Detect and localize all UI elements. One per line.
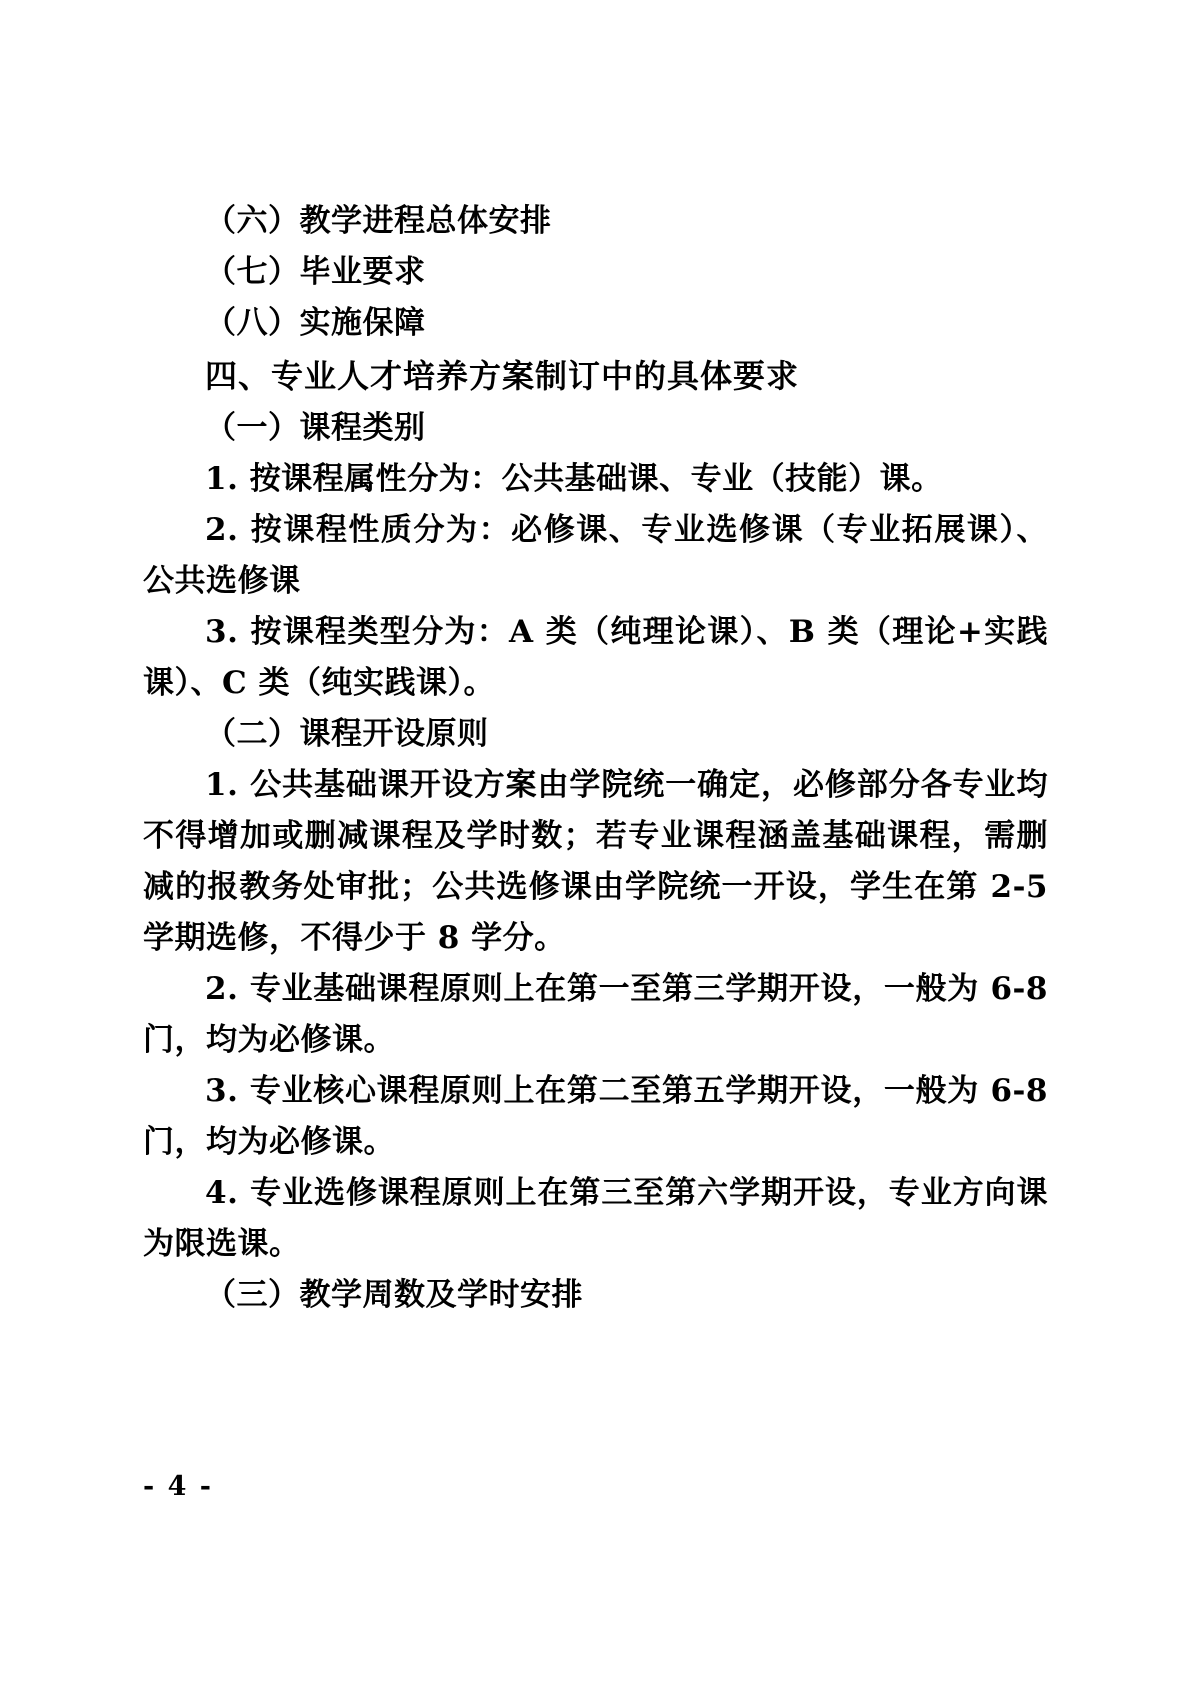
paragraph-major-basic-course: 2. 专业基础课程原则上在第一至第三学期开设，一般为 6-8 门，均为必修课。 xyxy=(143,971,1060,1058)
subsection-heading-three: （三）教学周数及学时安排 xyxy=(205,1277,583,1313)
paragraph-major-elective-course: 4. 专业选修课程原则上在第三至第六学期开设，专业方向课为限选课。 xyxy=(143,1175,1048,1262)
paragraph-course-attribute: 1. 按课程属性分为：公共基础课、专业（技能）课。 xyxy=(205,461,943,497)
subsection-heading-one: （一）课程类别 xyxy=(205,410,426,446)
subsection-heading-two: （二）课程开设原则 xyxy=(205,716,489,752)
section-heading-four: 四、专业人才培养方案制订中的具体要求 xyxy=(205,357,800,395)
paragraph-major-core-course: 3. 专业核心课程原则上在第二至第五学期开设，一般为 6-8 门，均为必修课。 xyxy=(143,1073,1060,1160)
toc-entry-eight: （八）实施保障 xyxy=(205,305,426,341)
paragraph-course-type: 3. 按课程类型分为：A 类（纯理论课）、B 类（理论+实践课）、C 类（纯实践课）。 xyxy=(143,614,1048,701)
paragraph-course-nature: 2. 按课程性质分为：必修课、专业选修课（专业拓展课）、公共选修课 xyxy=(143,512,1048,599)
document-body xyxy=(143,196,1060,1321)
page-number: - 4 - xyxy=(143,1471,213,1502)
toc-entry-seven: （七）毕业要求 xyxy=(205,254,426,290)
toc-entry-six: （六）教学进程总体安排 xyxy=(205,203,552,239)
paragraph-public-basic-course: 1. 公共基础课开设方案由学院统一确定，必修部分各专业均不得增加或删减课程及学时数；若专业课程涵盖基础课程，需删减的报教务处审批；公共选修课由学院统一开设，学生在第 2-5 学期选修，不得少于 8 学分。 xyxy=(143,767,1060,956)
